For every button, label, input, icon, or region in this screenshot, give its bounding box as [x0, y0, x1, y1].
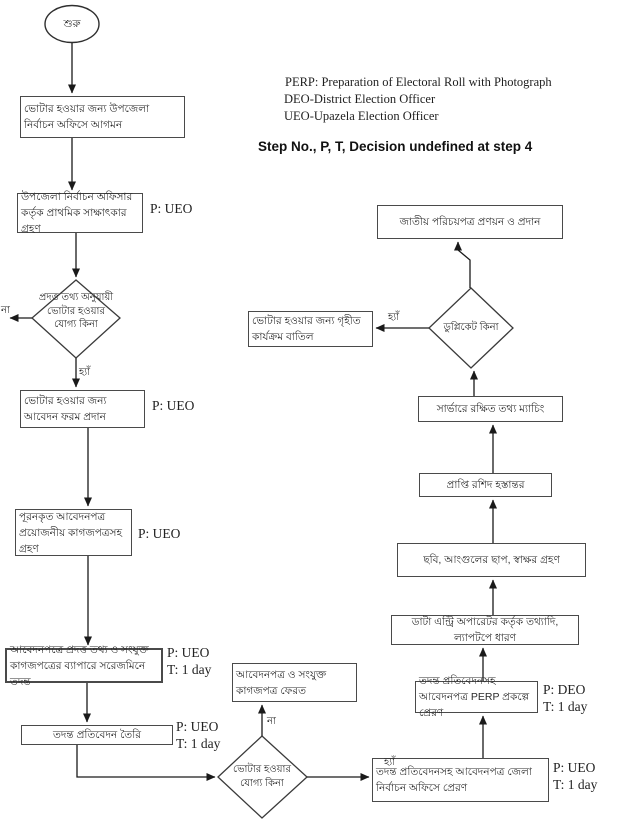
node-return-application — [232, 663, 357, 702]
node-biometrics — [397, 543, 586, 577]
annotation-receive-form-p: P: UEO — [138, 526, 181, 541]
annotation-investigation-report-p: P: UEO — [176, 719, 219, 734]
node-national-id-label: জাতীয় পরিচয়পত্র প্রণয়ন ও প্রদান — [399, 216, 541, 228]
annotation-interview-p: P: UEO — [150, 201, 193, 216]
label-no-eligible2: না — [267, 716, 276, 727]
node-interview-label: উপজেলা নির্বাচন অফিসার কর্তৃক প্রাথমিক সাক্ষাৎকার গ্রহণ — [21, 191, 133, 235]
annotation-investigation-report-t: T: 1 day — [176, 736, 221, 751]
node-send-perp — [415, 675, 538, 719]
decision-eligible1-label: প্রদত্ত তথ্য অনুযায়ী ভোটার হওয়ার যোগ্য কিনা — [38, 292, 114, 330]
node-investigation-report-label: তদন্ত প্রতিবেদন তৈরি — [53, 729, 141, 741]
legend-ueo: UEO-Upazela Election Officer — [284, 109, 439, 123]
node-field-investigation-label: আবেদনপত্রে প্রদত্ত তথ্য ও সংযুক্ত কাগজপত্রের ব্যাপারে সরেজমিনে তদন্ত — [10, 643, 149, 688]
node-send-district — [372, 758, 549, 802]
annotation-field-investigation-t: T: 1 day — [167, 662, 212, 677]
node-cancel — [248, 311, 373, 347]
edge-duplicate-nationalid — [458, 242, 470, 288]
annotation-give-form-p: P: UEO — [152, 398, 195, 413]
node-return-application-label: আবেদনপত্র ও সংযুক্ত কাগজপত্র ফেরত — [236, 668, 327, 697]
node-give-form-label: ভোটার হওয়ার জন্য আবেদন ফরম প্রদান — [24, 395, 107, 423]
label-yes-eligible2: হ্যাঁ — [384, 757, 396, 768]
legend-deo: DEO-District Election Officer — [284, 92, 436, 106]
decision-eligible2-label: ভোটার হওয়ার যোগ্য কিনা — [233, 764, 291, 789]
legend-perp: PERP: Preparation of Electoral Roll with Photograph — [285, 75, 552, 89]
node-arrive-label: ভোটার হওয়ার জন্য উপজেলা নির্বাচন অফিসে আগমন — [24, 103, 150, 131]
node-arrive — [20, 96, 185, 138]
node-data-entry-label: ডাটা এন্ট্রি অপারেটর কর্তৃক তথ্যাদি, ল্যাপটপে ধারণ — [411, 616, 559, 644]
annotation-send-perp-t: T: 1 day — [543, 699, 588, 714]
annotation-field-investigation-p: P: UEO — [167, 645, 210, 660]
step-note: Step No., P, T, Decision undefined at step 4 — [258, 139, 533, 154]
node-server-matching-label: সার্ভারে রক্ষিত তথ্য ম্যাচিং — [436, 403, 545, 415]
annotation-send-district-t: T: 1 day — [553, 777, 598, 792]
node-receipt — [419, 473, 552, 497]
annotation-send-district-p: P: UEO — [553, 760, 596, 775]
node-receive-form-label: পূরনকৃত আবেদনপত্র প্রয়োজনীয় কাগজপত্রসহ গ্রহণ — [19, 510, 123, 555]
node-interview — [17, 193, 143, 233]
node-give-form — [20, 390, 145, 428]
node-data-entry — [391, 615, 579, 645]
label-yes-eligible1: হ্যাঁ — [79, 367, 91, 378]
node-server-matching — [418, 396, 563, 422]
annotation-send-perp-p: P: DEO — [543, 682, 586, 697]
label-yes-duplicate: হ্যাঁ — [388, 312, 400, 323]
label-no-eligible1: না — [1, 305, 10, 316]
node-send-perp-label: তদন্ত প্রতিবেদনসহ আবেদনপত্র PERP প্রকল্পে প্রেরণ — [419, 675, 530, 719]
node-receive-form — [15, 509, 132, 556]
node-national-id — [377, 205, 563, 239]
decision-duplicate-label: ডুপ্লিকেট কিনা — [443, 322, 499, 333]
node-send-district-label: তদন্ত প্রতিবেদনসহ আবেদনপত্র জেলা নির্বাচন অফিসে প্রেরণ — [376, 766, 532, 794]
node-receipt-label: প্রাপ্তি রশিদ হস্তান্তর — [446, 479, 525, 491]
node-investigation-report — [21, 725, 173, 745]
node-biometrics-label: ছবি, আংগুলের ছাপ, স্বাক্ষর গ্রহণ — [423, 554, 560, 566]
start-terminator-label: শুরু — [63, 18, 81, 30]
node-cancel-label: ভোটার হওয়ার জন্য গৃহীত কার্যক্রম বাতিল — [252, 315, 361, 343]
node-field-investigation — [5, 643, 163, 688]
